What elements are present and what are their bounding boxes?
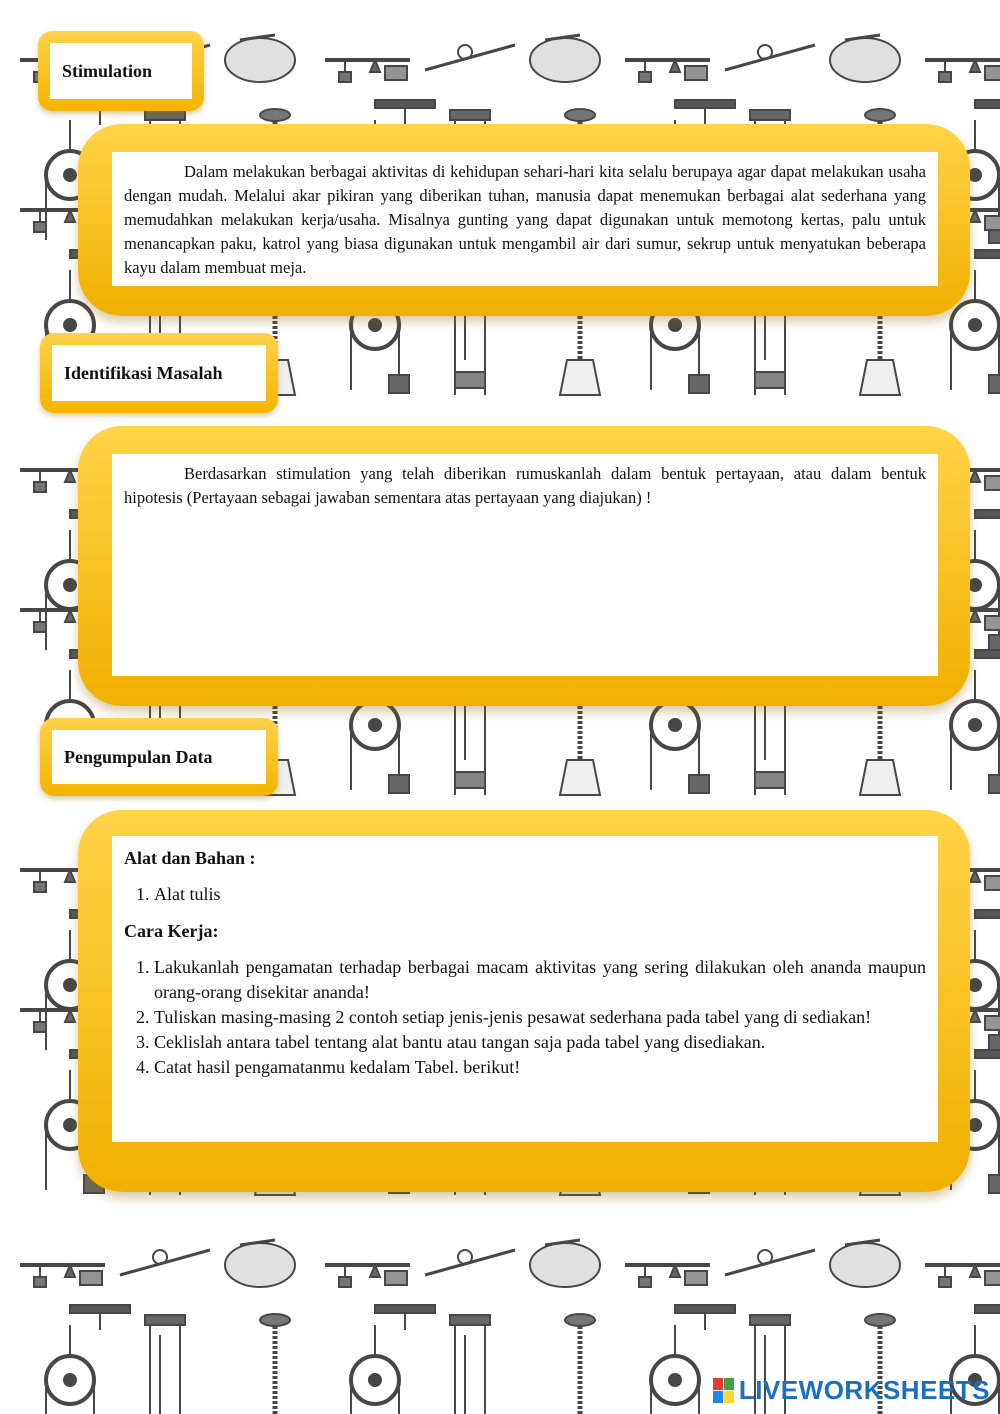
stimulation-text: Dalam melakukan berbagai aktivitas di kehidupan sehari-hari kita selalu berupaya agar dapat melakukan usaha dengan mudah. Melalui akar pikiran yang diberikan tuhan, manusia dapat menemukan berbagai alat sederhana yang memudahkan melakukan kerja/usaha. Misalnya gunting yang dapat digunakan untuk memotong kertas, palu untuk menancapkan paku, katrol yang biasa digunakan untuk mengambil air dari sumur, sekrup untuk menyatukan beberapa kayu dalam membuat meja. [124, 162, 926, 277]
alat-heading: Alat dan Bahan : [124, 848, 256, 868]
stimulation-title: Stimulation [50, 43, 192, 99]
stimulation-panel [78, 124, 970, 316]
watermark-text: LIVEWORKSHEETS [738, 1375, 990, 1405]
stimulation-content [112, 152, 938, 286]
identifikasi-content[interactable] [112, 454, 938, 676]
pengumpulan-title: Pengumpulan Data [52, 730, 266, 784]
list-item: 1. Alat tulis [154, 882, 926, 907]
identifikasi-text: Berdasarkan stimulation yang telah diberikan rumuskanlah dalam bentuk pertayaan, atau dalam bentuk hipotesis (Pertayaan sebagai jawaban sementara atas pertayaan yang diajukan) ! [124, 464, 926, 507]
cara-heading: Cara Kerja: [124, 921, 219, 941]
pengumpulan-label [40, 718, 278, 796]
list-item: 1. Lakukanlah pengamatan terhadap berbagai macam aktivitas yang sering dilakukan oleh ananda maupun orang-orang disekitar ananda! [154, 955, 926, 1005]
list-item: 3. Ceklislah antara tabel tentang alat bantu atau tangan saja pada tabel yang disediakan. [154, 1030, 926, 1055]
identifikasi-label [40, 333, 278, 413]
pengumpulan-panel [78, 810, 970, 1192]
identifikasi-title: Identifikasi Masalah [52, 345, 266, 401]
liveworksheets-watermark [713, 1375, 990, 1406]
alat-list [124, 882, 926, 907]
list-item: 2. Tuliskan masing-masing 2 contoh setiap jenis-jenis pesawat sederhana pada tabel yang di sediakan! [154, 1005, 926, 1030]
list-item: 4. Catat hasil pengamatanmu kedalam Tabel. berikut! [154, 1055, 926, 1080]
liveworksheets-logo-icon [713, 1378, 735, 1404]
pengumpulan-content [112, 836, 938, 1142]
stimulation-label [38, 31, 204, 111]
identifikasi-panel [78, 426, 970, 706]
cara-list [124, 955, 926, 1080]
